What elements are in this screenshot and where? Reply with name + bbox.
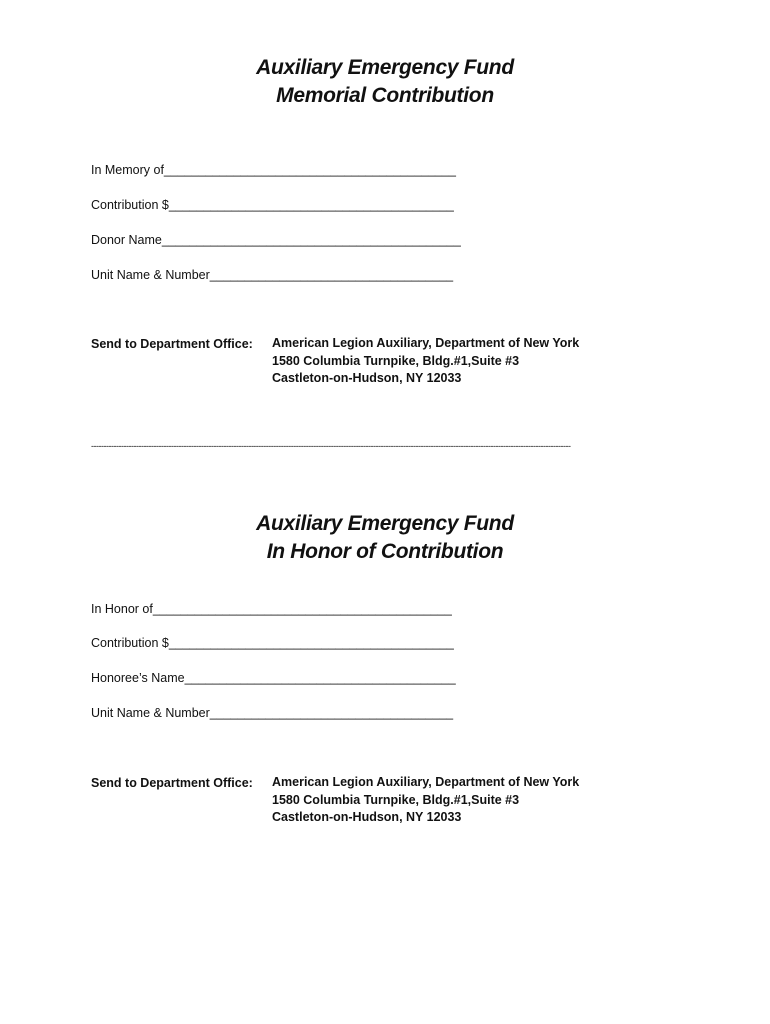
memorial-address-line1: American Legion Auxiliary, Department of New York bbox=[272, 336, 580, 350]
honor-address-line2: 1580 Columbia Turnpike, Bldg.#1,Suite #3 bbox=[272, 792, 520, 807]
honor-send-label: Send to Department Office: bbox=[91, 776, 253, 790]
memorial-unit-field[interactable]: Unit Name & Number___________________________________ bbox=[91, 268, 454, 282]
honoree-name-field[interactable]: Honoree’s Name_______________________________________ bbox=[91, 671, 456, 685]
in-memory-of-field[interactable]: In Memory of__________________________________________ bbox=[91, 163, 456, 177]
memorial-title-line1: Auxiliary Emergency Fund bbox=[256, 56, 514, 79]
honor-address-line3: Castleton-on-Hudson, NY 12033 bbox=[272, 810, 462, 824]
memorial-send-label: Send to Department Office: bbox=[91, 337, 253, 351]
honor-address bbox=[272, 774, 579, 827]
honor-title-line2: In Honor of Contribution bbox=[266, 540, 504, 563]
honor-unit-field[interactable]: Unit Name & Number___________________________________ bbox=[91, 706, 454, 720]
donor-name-field[interactable]: Donor Name___________________________________________ bbox=[91, 233, 461, 247]
memorial-address-line3: Castleton-on-Hudson, NY 12033 bbox=[272, 371, 462, 385]
memorial-address bbox=[272, 335, 579, 388]
honor-address-line1: American Legion Auxiliary, Department of New York bbox=[272, 775, 580, 789]
memorial-contribution-field[interactable]: Contribution $_________________________________________ bbox=[91, 198, 454, 212]
honor-title-line1: Auxiliary Emergency Fund bbox=[256, 512, 514, 535]
cut-line-divider: ------------------------------------------------------------------------------------------------------------------------------------------------------------------------------------------------ bbox=[91, 441, 571, 451]
in-honor-of-field[interactable]: In Honor of___________________________________________ bbox=[91, 602, 452, 616]
memorial-title-line2: Memorial Contribution bbox=[276, 84, 494, 107]
memorial-address-line2: 1580 Columbia Turnpike, Bldg.#1,Suite #3 bbox=[272, 353, 520, 368]
honor-contribution-field[interactable]: Contribution $_________________________________________ bbox=[91, 636, 454, 650]
